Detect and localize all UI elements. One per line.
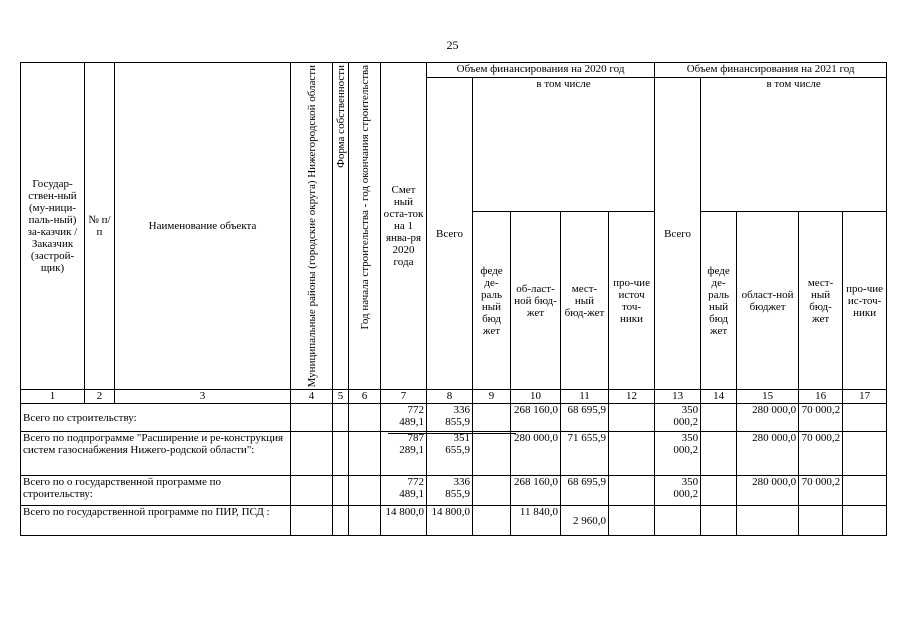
cell-total-2021: 350 000,2 (655, 432, 701, 476)
cell-regional-2021: 280 000,0 (737, 432, 799, 476)
column-number: 11 (561, 390, 609, 404)
cell-federal-2020 (473, 404, 511, 432)
cell-estimate: 787 289,1 (381, 432, 427, 476)
cell-local-2021: 70 000,2 (799, 432, 843, 476)
cell-total-2020: 336 855,9 (427, 476, 473, 506)
cell-regional-2021 (737, 506, 799, 536)
header-customer: Государ-ствен-ный (му-ници-паль-ный) за-казчик / Заказчик (застрой-щик) (21, 63, 85, 390)
cell-total-2021 (655, 506, 701, 536)
cell-empty (333, 432, 349, 476)
cell-regional-2020: 268 160,0 (511, 404, 561, 432)
column-number: 3 (115, 390, 291, 404)
cell-empty (349, 476, 381, 506)
column-number: 15 (737, 390, 799, 404)
column-number: 14 (701, 390, 737, 404)
header-districts: Муниципальные районы (городские округа) Нижегородской области (291, 63, 333, 390)
cell-other-2020 (609, 404, 655, 432)
cell-empty (349, 432, 381, 476)
header-federal-2021: феде де-раль ный бюд жет (701, 212, 737, 390)
header-local-2021: мест-ный бюд-жет (799, 212, 843, 390)
column-number: 1 (21, 390, 85, 404)
header-regional-2021: област-ной бюджет (737, 212, 799, 390)
cell-empty (291, 506, 333, 536)
header-other-2020: про-чие источ точ-ники (609, 212, 655, 390)
cell-estimate: 14 800,0 (381, 506, 427, 536)
cell-federal-2021 (701, 432, 737, 476)
cell-federal-2020 (473, 476, 511, 506)
cell-total-2021: 350 000,2 (655, 404, 701, 432)
cell-regional-2020: 280 000,0 (511, 432, 561, 476)
cell-other-2021 (843, 404, 887, 432)
cell-total-2020: 351 655,9 (427, 432, 473, 476)
footnote-separator (388, 433, 516, 434)
header-including-2020: в том числе (473, 78, 655, 212)
header-local-2020: мест-ный бюд-жет (561, 212, 609, 390)
row-label: Всего по подпрограмме "Расширение и ре-конструкция систем газоснабжения Нижего-родской области": (21, 432, 291, 476)
column-number: 13 (655, 390, 701, 404)
table-row (21, 476, 887, 506)
row-label: Всего по строительству: (21, 404, 291, 432)
cell-other-2021 (843, 476, 887, 506)
cell-local-2021: 70 000,2 (799, 404, 843, 432)
header-years: Год начала строительства - год окончания строительства (349, 63, 381, 390)
header-object-name: Наименование объекта (115, 63, 291, 390)
cell-federal-2021 (701, 404, 737, 432)
cell-federal-2021 (701, 506, 737, 536)
header-fin-2021: Объем финансирования на 2021 год (655, 63, 887, 78)
cell-empty (291, 476, 333, 506)
column-number: 8 (427, 390, 473, 404)
cell-empty (349, 506, 381, 536)
cell-local-2020: 68 695,9 (561, 404, 609, 432)
header-other-2021: про-чие ис-точ-ники (843, 212, 887, 390)
header-total-2020: Всего (427, 78, 473, 390)
cell-other-2020 (609, 432, 655, 476)
table-row (21, 404, 887, 432)
header-fin-2020: Объем финансирования на 2020 год (427, 63, 655, 78)
column-number: 10 (511, 390, 561, 404)
header-ownership: Форма собственности (333, 63, 349, 390)
column-number: 9 (473, 390, 511, 404)
cell-local-2020: 71 655,9 (561, 432, 609, 476)
cell-other-2021 (843, 506, 887, 536)
column-number: 2 (85, 390, 115, 404)
cell-regional-2020: 268 160,0 (511, 476, 561, 506)
cell-empty (333, 506, 349, 536)
cell-empty (333, 476, 349, 506)
header-estimate: Смет ный оста-ток на 1 янва-ря 2020 года (381, 63, 427, 390)
cell-estimate: 772 489,1 (381, 404, 427, 432)
cell-empty (291, 432, 333, 476)
column-number-row (21, 390, 887, 404)
header-including-2021: в том числе (701, 78, 887, 212)
column-number: 12 (609, 390, 655, 404)
column-number: 16 (799, 390, 843, 404)
cell-federal-2020 (473, 432, 511, 476)
cell-estimate: 772 489,1 (381, 476, 427, 506)
cell-local-2020: 2 960,0 (561, 506, 609, 536)
cell-regional-2021: 280 000,0 (737, 404, 799, 432)
column-number: 5 (333, 390, 349, 404)
cell-local-2021: 70 000,2 (799, 476, 843, 506)
header-num: № п/п (85, 63, 115, 390)
cell-regional-2021: 280 000,0 (737, 476, 799, 506)
row-label: Всего по о государственной программе по строительству: (21, 476, 291, 506)
column-number: 17 (843, 390, 887, 404)
column-number: 7 (381, 390, 427, 404)
cell-total-2020: 336 855,9 (427, 404, 473, 432)
cell-local-2020: 68 695,9 (561, 476, 609, 506)
cell-federal-2021 (701, 476, 737, 506)
cell-empty (333, 404, 349, 432)
column-number: 6 (349, 390, 381, 404)
cell-regional-2020: 11 840,0 (511, 506, 561, 536)
cell-other-2020 (609, 506, 655, 536)
cell-total-2020: 14 800,0 (427, 506, 473, 536)
table-row (21, 506, 887, 536)
cell-other-2020 (609, 476, 655, 506)
page-number: 25 (446, 38, 459, 52)
column-number: 4 (291, 390, 333, 404)
header-federal-2020: феде де-раль ный бюд жет (473, 212, 511, 390)
financing-table (20, 62, 887, 536)
cell-empty (349, 404, 381, 432)
cell-federal-2020 (473, 506, 511, 536)
header-regional-2020: об-ласт-ной бюд-жет (511, 212, 561, 390)
cell-local-2021 (799, 506, 843, 536)
header-total-2021: Всего (655, 78, 701, 390)
row-label: Всего по государственной программе по ПИР, ПСД : (21, 506, 291, 536)
table-row (21, 432, 887, 476)
cell-empty (291, 404, 333, 432)
cell-other-2021 (843, 432, 887, 476)
cell-total-2021: 350 000,2 (655, 476, 701, 506)
